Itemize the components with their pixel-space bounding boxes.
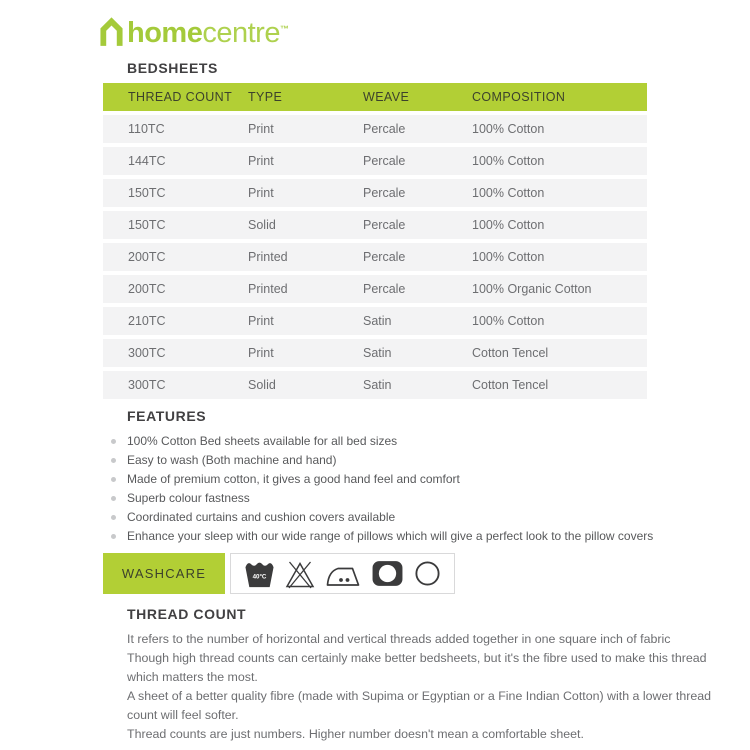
trademark-symbol: ™ <box>279 24 289 34</box>
cell-thread-count: 200TC <box>128 282 166 296</box>
cell-weave: Percale <box>363 282 406 296</box>
cell-weave: Percale <box>363 218 406 232</box>
page-title: BEDSHEETS <box>127 60 218 76</box>
paragraph: Thread counts are just numbers. Higher number doesn't mean a comfortable sheet. <box>127 727 584 741</box>
cell-thread-count: 150TC <box>128 218 166 232</box>
brand-centre: centre <box>202 17 280 49</box>
cell-composition: Cotton Tencel <box>472 378 549 392</box>
cell-thread-count: 210TC <box>128 314 166 328</box>
list-item <box>103 489 723 508</box>
list-item <box>103 527 723 546</box>
wash-temp-label: 40°C <box>252 572 267 580</box>
cell-weave: Satin <box>363 346 392 360</box>
wash-40-icon <box>244 559 275 589</box>
cell-composition: 100% Cotton <box>472 218 545 232</box>
bullet-icon <box>111 458 116 463</box>
feature-text: Made of premium cotton, it gives a good hand feel and comfort <box>127 472 460 486</box>
paragraph: Though high thread counts can certainly make better bedsheets, but it's the fibre used to make this thread which matters the most. <box>127 651 707 684</box>
iron-two-dots-icon <box>325 560 361 588</box>
house-icon <box>99 17 124 46</box>
bedsheets-spec-table <box>103 83 647 399</box>
cell-type: Print <box>248 314 274 328</box>
washcare-icons-box <box>230 553 455 594</box>
cell-type: Print <box>248 346 274 360</box>
cell-type: Solid <box>248 378 276 392</box>
cell-thread-count: 150TC <box>128 186 166 200</box>
bullet-icon <box>111 477 116 482</box>
cell-composition: 100% Organic Cotton <box>472 282 592 296</box>
cell-composition: Cotton Tencel <box>472 346 549 360</box>
cell-weave: Percale <box>363 186 406 200</box>
table-row <box>103 147 647 175</box>
cell-type: Printed <box>248 282 288 296</box>
header-type: TYPE <box>248 90 283 104</box>
cell-thread-count: 200TC <box>128 250 166 264</box>
brand-wordmark <box>127 14 289 48</box>
do-not-bleach-icon <box>285 559 315 589</box>
header-weave: WEAVE <box>363 90 410 104</box>
brand-home: home <box>127 17 203 49</box>
dry-clean-circle-icon <box>414 560 441 587</box>
list-item <box>103 432 723 451</box>
cell-composition: 100% Cotton <box>472 154 545 168</box>
header-composition: COMPOSITION <box>472 90 566 104</box>
cell-thread-count: 144TC <box>128 154 166 168</box>
cell-thread-count: 300TC <box>128 346 166 360</box>
cell-composition: 100% Cotton <box>472 122 545 136</box>
brand-logo <box>99 14 289 48</box>
header-thread-count: THREAD COUNT <box>128 90 233 104</box>
cell-weave: Percale <box>363 154 406 168</box>
cell-thread-count: 110TC <box>128 122 165 136</box>
cell-weave: Satin <box>363 314 392 328</box>
tumble-dry-icon <box>371 559 404 588</box>
table-row <box>103 115 647 143</box>
cell-type: Solid <box>248 218 276 232</box>
cell-type: Print <box>248 186 274 200</box>
table-row <box>103 371 647 399</box>
features-title: FEATURES <box>127 408 207 424</box>
feature-text: Enhance your sleep with our wide range of pillows which will give a perfect look to the pillow covers <box>127 529 654 543</box>
table-header-row <box>103 83 647 111</box>
cell-composition: 100% Cotton <box>472 314 545 328</box>
features-list <box>103 432 723 546</box>
cell-type: Print <box>248 122 274 136</box>
bullet-icon <box>111 439 116 444</box>
paragraph: It refers to the number of horizontal and vertical threads added together in one square inch of fabric <box>127 632 671 646</box>
list-item <box>103 508 723 527</box>
list-item <box>103 451 723 470</box>
features-section <box>103 408 723 546</box>
cell-type: Printed <box>248 250 288 264</box>
paragraph: A sheet of a better quality fibre (made with Supima or Egyptian or a Fine Indian Cotton) with a lower thread count will feel softer. <box>127 689 712 722</box>
list-item <box>103 470 723 489</box>
feature-text: Superb colour fastness <box>127 491 250 505</box>
bullet-icon <box>111 496 116 501</box>
feature-text: Coordinated curtains and cushion covers available <box>127 510 396 524</box>
cell-weave: Percale <box>363 122 406 136</box>
table-row <box>103 339 647 367</box>
bullet-icon <box>111 515 116 520</box>
table-row <box>103 275 647 303</box>
table-row <box>103 307 647 335</box>
thread-count-section <box>103 606 715 744</box>
table-row <box>103 243 647 271</box>
cell-weave: Percale <box>363 250 406 264</box>
washcare-label: WASHCARE <box>103 553 225 594</box>
table-row <box>103 211 647 239</box>
cell-thread-count: 300TC <box>128 378 166 392</box>
table-row <box>103 179 647 207</box>
cell-weave: Satin <box>363 378 392 392</box>
feature-text: Easy to wash (Both machine and hand) <box>127 453 337 467</box>
feature-text: 100% Cotton Bed sheets available for all bed sizes <box>127 434 398 448</box>
cell-composition: 100% Cotton <box>472 250 545 264</box>
bullet-icon <box>111 534 116 539</box>
cell-type: Print <box>248 154 274 168</box>
thread-count-title: THREAD COUNT <box>127 606 247 622</box>
washcare-section <box>103 553 455 594</box>
cell-composition: 100% Cotton <box>472 186 545 200</box>
thread-count-body <box>103 630 715 744</box>
